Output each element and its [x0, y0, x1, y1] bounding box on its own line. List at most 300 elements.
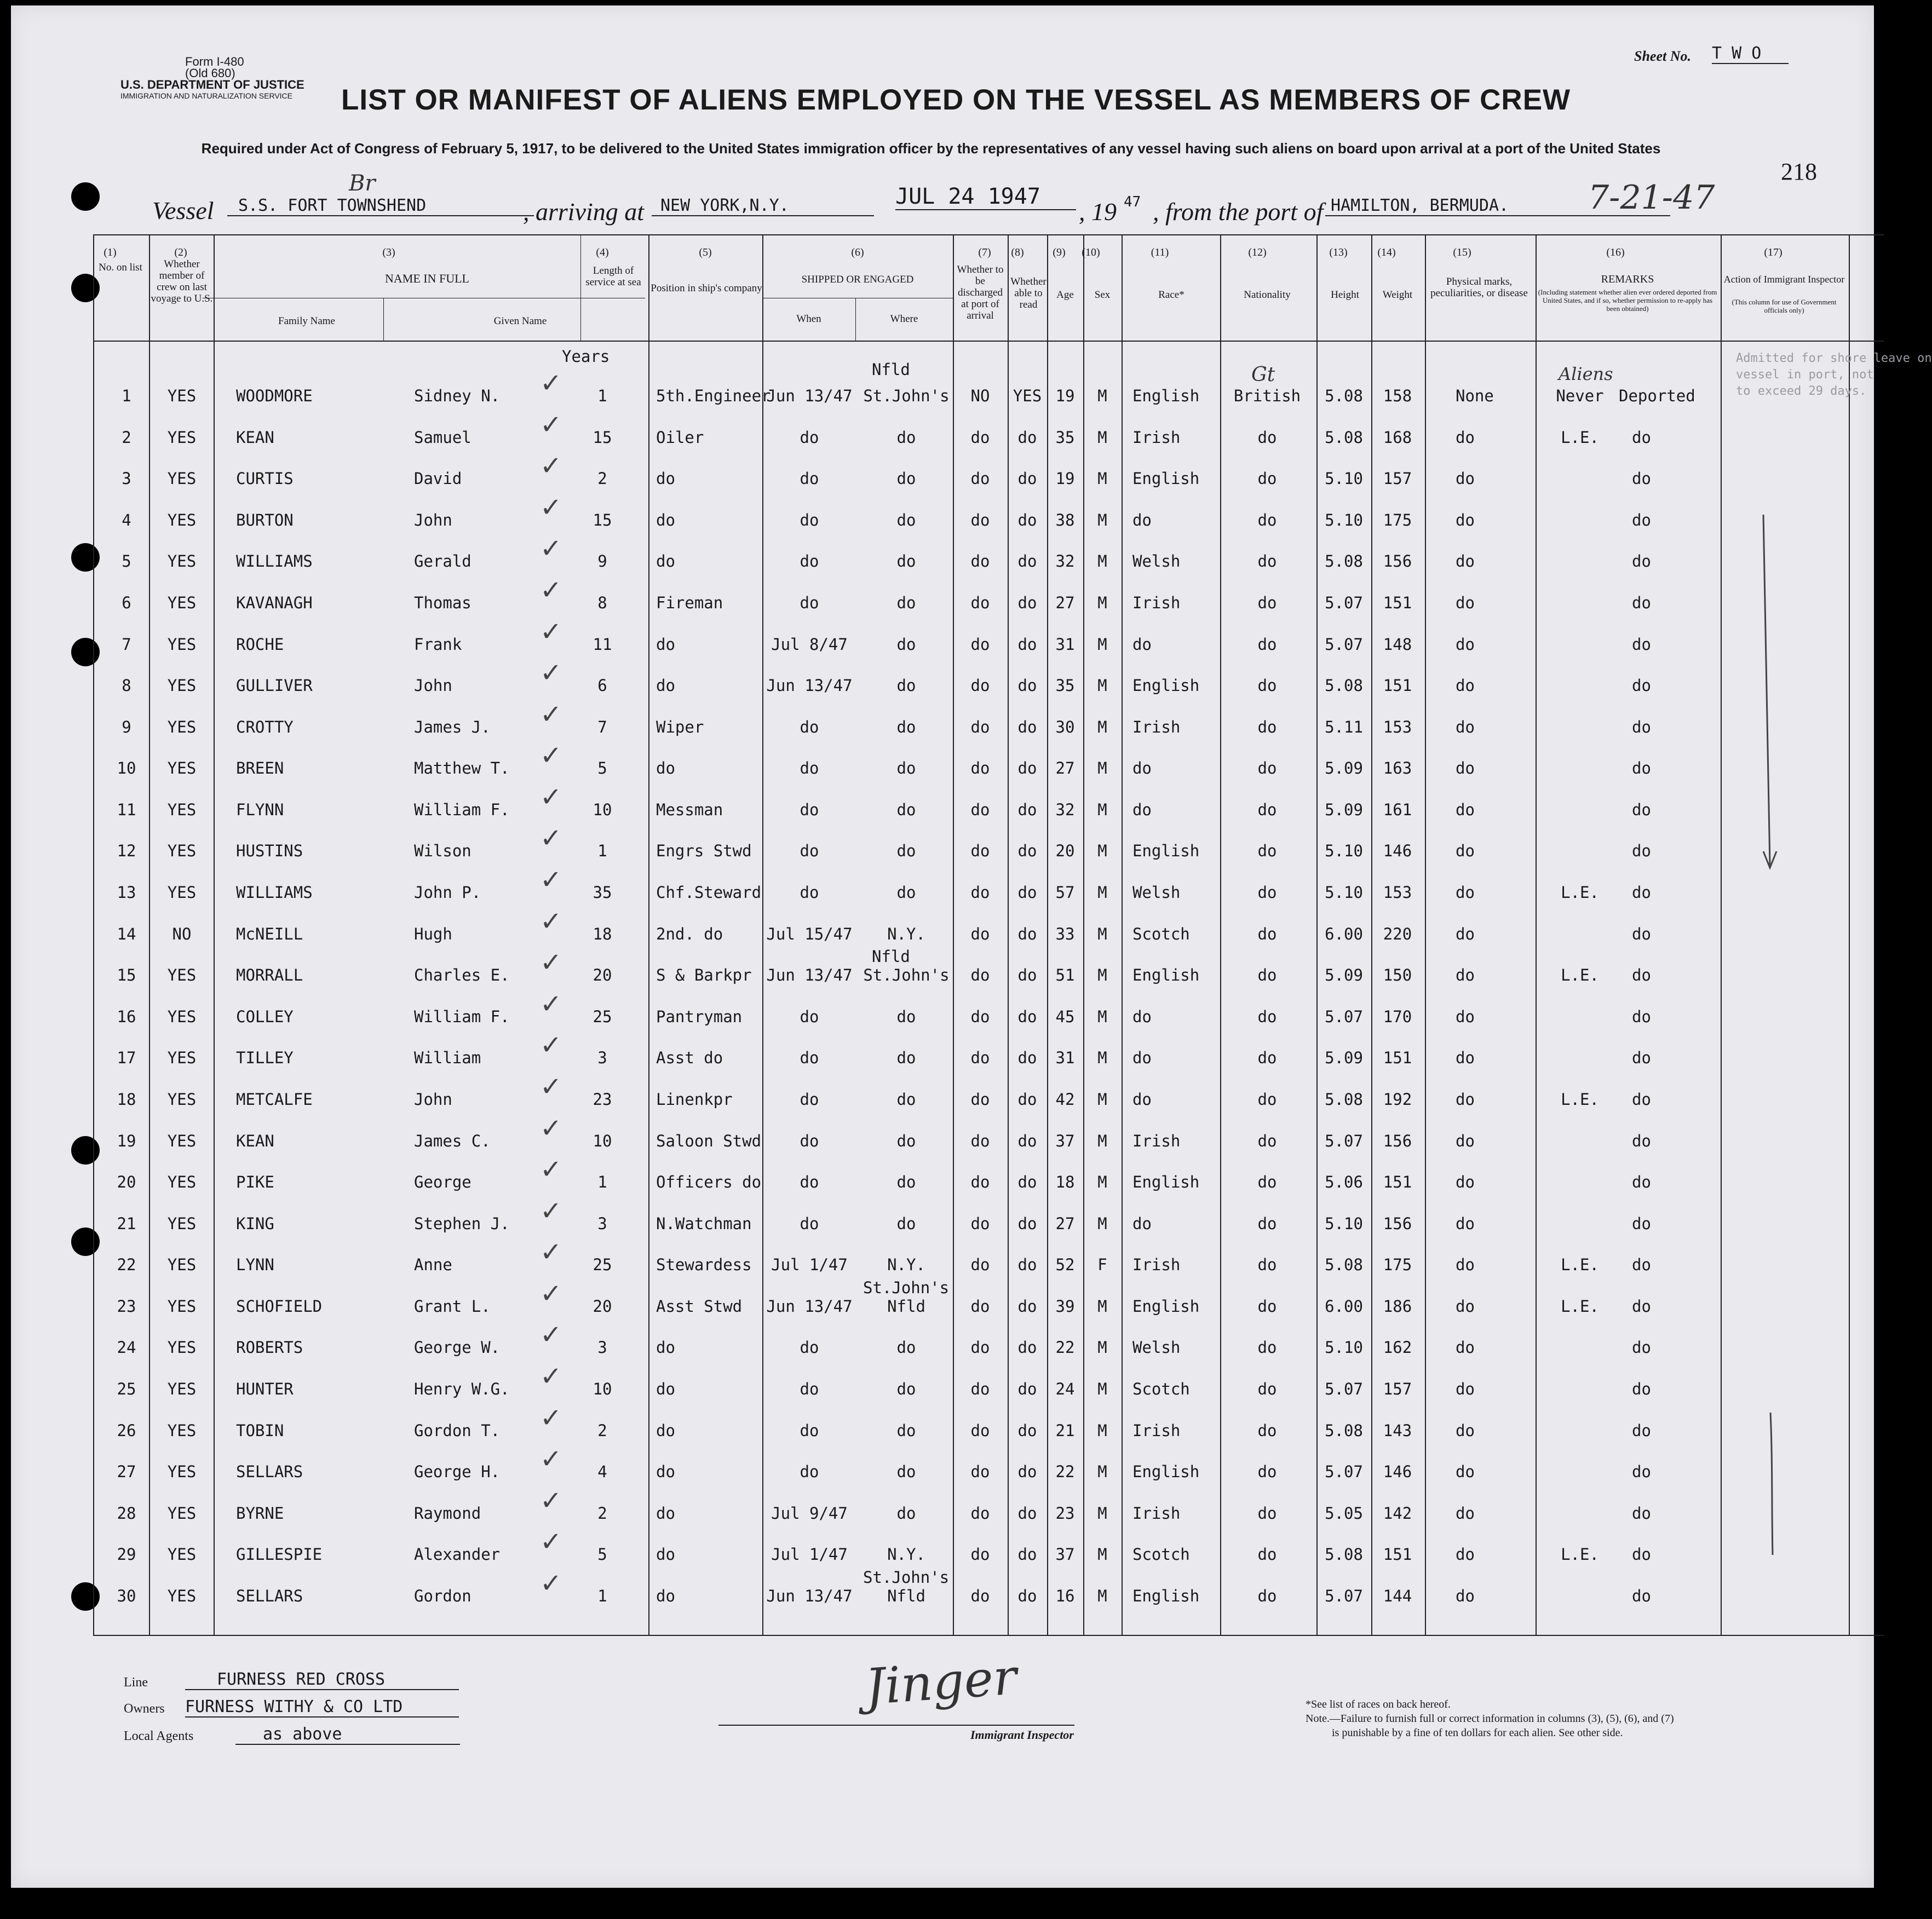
cell-position: N.Watchman: [656, 1214, 752, 1233]
check-mark-icon: ✓: [540, 658, 562, 688]
cell-disch: do: [970, 1007, 990, 1026]
cell-family: HUNTER: [236, 1380, 294, 1398]
cell-family: LYNN: [236, 1255, 274, 1274]
cell-prev: YES: [167, 1297, 197, 1316]
cell-family: WILLIAMS: [236, 552, 313, 570]
cell-sex: M: [1097, 759, 1107, 777]
cell-where: do: [896, 1048, 916, 1067]
cell-action: do: [1632, 1380, 1651, 1398]
cell-marks: do: [1456, 718, 1475, 736]
cell-race: do: [1132, 1007, 1152, 1026]
cell-when: Jul 1/47: [771, 1545, 848, 1564]
cell-height: 5.09: [1325, 966, 1363, 984]
cell-height: 5.08: [1325, 1090, 1363, 1109]
cell-family: SCHOFIELD: [236, 1297, 323, 1316]
cell-given: Gerald: [414, 552, 472, 570]
cell-sex: M: [1097, 1173, 1107, 1191]
cell-race: English: [1132, 1587, 1200, 1605]
cell-read: do: [1017, 635, 1037, 654]
cell-read: do: [1017, 1462, 1037, 1481]
cell-race: English: [1132, 387, 1200, 405]
cell-service: 11: [593, 635, 612, 654]
cell-service: 10: [593, 1132, 612, 1150]
cell-service: 1: [597, 1587, 607, 1605]
years-note: Years: [562, 347, 610, 366]
column-number: (4): [596, 246, 609, 258]
cell-sex: M: [1097, 800, 1107, 819]
cell-prev: YES: [167, 1462, 197, 1481]
cell-race: Welsh: [1132, 552, 1181, 570]
cell-given: George: [414, 1173, 472, 1191]
cell-prev: YES: [167, 1173, 197, 1191]
check-mark-icon: ✓: [540, 1526, 562, 1557]
cell-where: do: [896, 1132, 916, 1150]
cell-nat: do: [1257, 1297, 1277, 1316]
service: IMMIGRATION AND NATURALIZATION SERVICE: [120, 91, 292, 100]
cell-sex: M: [1097, 1587, 1107, 1605]
table-column-rule: [1122, 234, 1123, 1635]
cell-family: MORRALL: [236, 966, 303, 984]
column-number: (1): [104, 246, 117, 258]
table-column-rule: [648, 234, 649, 1635]
cell-where: do: [896, 428, 916, 447]
cell-height: 5.09: [1325, 1048, 1363, 1067]
cell-where: do: [896, 718, 916, 736]
cell-action: do: [1632, 552, 1651, 570]
cell-where: St.John's: [863, 387, 950, 405]
col-header-no: No. on list: [99, 262, 142, 273]
cell-position: do: [656, 511, 675, 529]
col-header-sex: Sex: [1094, 289, 1111, 301]
cell-service: 5: [597, 1545, 607, 1564]
form-old-number: (Old 680): [185, 66, 235, 80]
cell-nat: do: [1257, 1380, 1277, 1398]
cell-service: 20: [593, 966, 612, 984]
cell-when: do: [800, 1462, 819, 1481]
cell-weight: 157: [1383, 1380, 1412, 1398]
check-mark-icon: ✓: [540, 1237, 562, 1267]
cell-action: do: [1632, 800, 1651, 819]
cell-when: Jun 13/47: [766, 1587, 853, 1605]
cell-where: do: [896, 552, 916, 570]
cell-family: KING: [236, 1214, 274, 1233]
check-mark-icon: ✓: [540, 451, 562, 481]
cell-position: Oiler: [656, 428, 704, 447]
cell-age: 22: [1055, 1462, 1075, 1481]
cell-action: do: [1632, 1462, 1651, 1481]
table-top-rule: [93, 234, 1884, 235]
cell-where: St.John's: [863, 966, 950, 984]
vessel-name: S.S. FORT TOWNSHEND: [227, 196, 534, 216]
cell-age: 20: [1055, 842, 1075, 860]
cell-position: do: [656, 1380, 675, 1398]
form-number: Form I-480: [185, 55, 244, 68]
check-mark-icon: ✓: [540, 1403, 562, 1433]
cell-given: Frank: [414, 635, 462, 654]
cell-service: 3: [597, 1338, 607, 1357]
cell-remarks: L.E.: [1561, 966, 1599, 984]
table-column-rule: [149, 234, 150, 1635]
cell-when: Jun 13/47: [766, 676, 853, 695]
cell-service: 7: [597, 718, 607, 736]
cell-age: 16: [1055, 1587, 1075, 1605]
cell-where: N.Y.: [887, 1545, 925, 1564]
cell-where: do: [896, 1504, 916, 1523]
cell-when: do: [800, 800, 819, 819]
cell-sex: M: [1097, 1297, 1107, 1316]
cell-remarks: L.E.: [1561, 428, 1599, 447]
cell-no: 23: [117, 1297, 136, 1316]
cell-where: do: [896, 1462, 916, 1481]
arriving-label: , arriving at: [523, 198, 645, 226]
cell-read: do: [1017, 1048, 1037, 1067]
cell-action: do: [1632, 1214, 1651, 1233]
cell-remarks: L.E.: [1561, 1297, 1599, 1316]
cell-age: 42: [1055, 1090, 1075, 1109]
cell-marks: do: [1456, 966, 1475, 984]
col-header-nationality: Nationality: [1244, 289, 1291, 301]
cell-disch: do: [970, 1090, 990, 1109]
cell-height: 5.10: [1325, 469, 1363, 488]
from-port: HAMILTON, BERMUDA.: [1325, 196, 1670, 216]
cell-prev: YES: [167, 469, 197, 488]
column-number: (14): [1377, 246, 1396, 258]
cell-race: Irish: [1132, 428, 1181, 447]
cell-race: do: [1132, 759, 1152, 777]
cell-disch: do: [970, 1173, 990, 1191]
cell-age: 51: [1055, 966, 1075, 984]
cell-disch: do: [970, 1297, 990, 1316]
col-header-discharged: Whether to be discharged at port of arrival: [957, 264, 1004, 321]
col-header-position: Position in ship's company: [651, 283, 762, 294]
cell-prev: YES: [167, 593, 197, 612]
cell-read: YES: [1013, 387, 1042, 405]
margin-note: vessel in port, not: [1736, 368, 1874, 382]
column-number: (3): [382, 246, 395, 258]
cell-action: do: [1632, 1421, 1651, 1440]
cell-position: do: [656, 1462, 675, 1481]
cell-service: 2: [597, 1421, 607, 1440]
cell-position: Chf.Steward: [656, 883, 762, 902]
column-number: (10): [1082, 246, 1100, 258]
cell-disch: do: [970, 842, 990, 860]
cell-age: 35: [1055, 428, 1075, 447]
check-mark-icon: ✓: [540, 492, 562, 523]
cell-sex: F: [1097, 1255, 1107, 1274]
cell-family: ROCHE: [236, 635, 284, 654]
cell-action: do: [1632, 1173, 1651, 1191]
cell-marks: None: [1456, 387, 1494, 405]
cell-weight: 175: [1383, 1255, 1412, 1274]
cell-no: 30: [117, 1587, 136, 1605]
cell-race: Irish: [1132, 1504, 1181, 1523]
cell-prev: YES: [167, 1007, 197, 1026]
cell-disch: do: [970, 1380, 990, 1398]
cell-service: 25: [593, 1007, 612, 1026]
cell-family: PIKE: [236, 1173, 274, 1191]
cell-age: 22: [1055, 1338, 1075, 1357]
cell-height: 5.08: [1325, 676, 1363, 695]
cell-no: 8: [122, 676, 131, 695]
cell-service: 15: [593, 511, 612, 529]
where-continuation-note: St.John's: [863, 1568, 950, 1587]
cell-height: 5.10: [1325, 1214, 1363, 1233]
check-mark-icon: ✓: [540, 906, 562, 937]
cell-no: 7: [122, 635, 131, 654]
cell-sex: M: [1097, 1504, 1107, 1523]
cell-read: do: [1017, 1214, 1037, 1233]
cell-nat: do: [1257, 469, 1277, 488]
cell-race: do: [1132, 635, 1152, 654]
cell-when: do: [800, 1048, 819, 1067]
cell-where: do: [896, 676, 916, 695]
cell-marks: do: [1456, 511, 1475, 529]
cell-sex: M: [1097, 1338, 1107, 1357]
cell-prev: YES: [167, 842, 197, 860]
cell-read: do: [1017, 1504, 1037, 1523]
cell-when: do: [800, 1090, 819, 1109]
cell-action: do: [1632, 1048, 1651, 1067]
col-header-physical: Physical marks, peculiarities, or disease: [1430, 276, 1528, 299]
col-header-family-name: Family Name: [278, 315, 335, 327]
column-number: (2): [174, 246, 187, 258]
cell-disch: do: [970, 1255, 990, 1274]
cell-weight: 150: [1383, 966, 1412, 984]
cell-disch: do: [970, 552, 990, 570]
cell-weight: 161: [1383, 800, 1412, 819]
cell-disch: do: [970, 593, 990, 612]
cell-when: Jul 1/47: [771, 1255, 848, 1274]
binder-hole: [71, 1228, 100, 1256]
cell-nat: do: [1257, 800, 1277, 819]
cell-race: Scotch: [1132, 925, 1190, 943]
cell-marks: do: [1456, 925, 1475, 943]
action-arrow-mark: [1752, 509, 1785, 892]
cell-no: 26: [117, 1421, 136, 1440]
cell-sex: M: [1097, 925, 1107, 943]
cell-prev: YES: [167, 428, 197, 447]
cell-prev: YES: [167, 966, 197, 984]
cell-given: Wilson: [414, 842, 472, 860]
cell-where: do: [896, 1007, 916, 1026]
cell-given: George W.: [414, 1338, 501, 1357]
cell-marks: do: [1456, 1338, 1475, 1357]
cell-family: WOODMORE: [236, 387, 313, 405]
cell-action: do: [1632, 1545, 1651, 1564]
cell-remarks: L.E.: [1561, 1090, 1599, 1109]
cell-sex: M: [1097, 387, 1107, 405]
cell-disch: do: [970, 428, 990, 447]
cell-prev: YES: [167, 1380, 197, 1398]
cell-service: 23: [593, 1090, 612, 1109]
column-number: (5): [699, 246, 712, 258]
cell-prev: YES: [167, 387, 197, 405]
sheet-number-label: Sheet No.: [1634, 48, 1691, 64]
cell-read: do: [1017, 1297, 1037, 1316]
column-number: (7): [978, 246, 991, 258]
cell-age: 19: [1055, 469, 1075, 488]
table-column-rule: [93, 234, 94, 1635]
cell-service: 6: [597, 676, 607, 695]
cell-service: 25: [593, 1255, 612, 1274]
cell-read: do: [1017, 718, 1037, 736]
cell-service: 1: [597, 842, 607, 860]
cell-read: do: [1017, 1380, 1037, 1398]
cell-marks: do: [1456, 635, 1475, 654]
cell-prev: YES: [167, 552, 197, 570]
cell-race: English: [1132, 1297, 1200, 1316]
line-value: FURNESS RED CROSS: [185, 1670, 459, 1690]
arrival-stamp-date: JUL 24 1947: [895, 184, 1076, 210]
cell-position: Asst do: [656, 1048, 723, 1067]
cell-family: TOBIN: [236, 1421, 284, 1440]
cell-action: do: [1632, 593, 1651, 612]
check-mark-icon: ✓: [540, 823, 562, 854]
cell-position: 2nd. do: [656, 925, 723, 943]
cell-service: 2: [597, 469, 607, 488]
cell-age: 52: [1055, 1255, 1075, 1274]
check-mark-icon: ✓: [540, 865, 562, 895]
cell-given: John P.: [414, 883, 481, 902]
check-mark-icon: ✓: [540, 1278, 562, 1309]
cell-disch: do: [970, 511, 990, 529]
cell-read: do: [1017, 1338, 1037, 1357]
cell-height: 5.07: [1325, 635, 1363, 654]
cell-service: 10: [593, 800, 612, 819]
cell-age: 18: [1055, 1173, 1075, 1191]
cell-family: HUSTINS: [236, 842, 303, 860]
cell-no: 6: [122, 593, 131, 612]
cell-no: 27: [117, 1462, 136, 1481]
table-column-rule: [1425, 234, 1426, 1635]
cell-service: 2: [597, 1504, 607, 1523]
cell-disch: do: [970, 718, 990, 736]
owners-label: Owners: [124, 1702, 165, 1716]
page-subtitle: Required under Act of Congress of February 5, 1917, to be delivered to the United States immigration officer by the representatives of any vessel having such aliens on board upon arrival at a port of the United States: [201, 140, 1661, 157]
cell-race: do: [1132, 1090, 1152, 1109]
binder-hole: [71, 1582, 100, 1611]
cell-sex: M: [1097, 966, 1107, 984]
cell-position: Stewardess: [656, 1255, 752, 1274]
check-mark-icon: ✓: [540, 410, 562, 440]
cell-height: 5.10: [1325, 842, 1363, 860]
cell-position: Fireman: [656, 593, 723, 612]
cell-nat: do: [1257, 1132, 1277, 1150]
cell-height: 6.00: [1325, 1297, 1363, 1316]
cell-family: CURTIS: [236, 469, 294, 488]
cell-sex: M: [1097, 1421, 1107, 1440]
agents-label: Local Agents: [124, 1729, 194, 1743]
cell-marks: do: [1456, 593, 1475, 612]
cell-weight: 220: [1383, 925, 1412, 943]
check-mark-icon: ✓: [540, 1071, 562, 1102]
cell-nat: do: [1257, 925, 1277, 943]
cell-age: 27: [1055, 1214, 1075, 1233]
cell-marks: do: [1456, 1380, 1475, 1398]
cell-given: John: [414, 1090, 452, 1109]
vessel-label: Vessel: [152, 197, 214, 224]
cell-disch: do: [970, 1587, 990, 1605]
cell-nat: do: [1257, 1587, 1277, 1605]
cell-where: do: [896, 1214, 916, 1233]
cell-service: 9: [597, 552, 607, 570]
cell-service: 5: [597, 759, 607, 777]
sheet-number: T W O: [1712, 44, 1789, 64]
cell-sex: M: [1097, 635, 1107, 654]
cell-age: 32: [1055, 800, 1075, 819]
cell-no: 19: [117, 1132, 136, 1150]
cell-disch: do: [970, 1048, 990, 1067]
cell-nat: do: [1257, 883, 1277, 902]
cell-when: do: [800, 842, 819, 860]
cell-weight: 151: [1383, 593, 1412, 612]
cell-height: 5.07: [1325, 593, 1363, 612]
vessel-hand-initials: Br: [349, 171, 376, 196]
cell-height: 5.08: [1325, 552, 1363, 570]
cell-no: 24: [117, 1338, 136, 1357]
cell-weight: 192: [1383, 1090, 1412, 1109]
cell-height: 5.07: [1325, 1380, 1363, 1398]
cell-disch: do: [970, 1132, 990, 1150]
cell-nat: do: [1257, 1338, 1277, 1357]
cell-nat: do: [1257, 1173, 1277, 1191]
cell-marks: do: [1456, 676, 1475, 695]
cell-height: 5.08: [1325, 1545, 1363, 1564]
cell-sex: M: [1097, 469, 1107, 488]
cell-age: 37: [1055, 1545, 1075, 1564]
cell-marks: do: [1456, 1048, 1475, 1067]
cell-prev: YES: [167, 1338, 197, 1357]
cell-read: do: [1017, 428, 1037, 447]
cell-age: 23: [1055, 1504, 1075, 1523]
check-mark-icon: ✓: [540, 1030, 562, 1061]
column-number: (6): [851, 246, 864, 258]
cell-marks: do: [1456, 428, 1475, 447]
cell-given: Alexander: [414, 1545, 501, 1564]
cell-action: do: [1632, 1504, 1651, 1523]
cell-race: English: [1132, 469, 1200, 488]
cell-remarks: L.E.: [1561, 1545, 1599, 1564]
year-value: 47: [1124, 194, 1141, 210]
cell-height: 5.09: [1325, 800, 1363, 819]
cell-no: 29: [117, 1545, 136, 1564]
cell-sex: M: [1097, 1048, 1107, 1067]
cell-disch: do: [970, 469, 990, 488]
cell-no: 5: [122, 552, 131, 570]
col-header-given-name: Given Name: [493, 315, 547, 327]
cell-read: do: [1017, 925, 1037, 943]
cell-nat: do: [1257, 1090, 1277, 1109]
cell-age: 31: [1055, 635, 1075, 654]
cell-when: do: [800, 1421, 819, 1440]
check-mark-icon: ✓: [540, 533, 562, 564]
cell-where: do: [896, 800, 916, 819]
cell-where: Nfld: [887, 1587, 925, 1605]
cell-action: do: [1632, 842, 1651, 860]
cell-when: Jun 13/47: [766, 1297, 853, 1316]
cell-given: David: [414, 469, 462, 488]
cell-read: do: [1017, 800, 1037, 819]
col-header-age: Age: [1056, 289, 1074, 301]
signature-rule: [718, 1725, 1074, 1726]
cell-given: Stephen J.: [414, 1214, 510, 1233]
cell-nat: do: [1257, 1421, 1277, 1440]
cell-disch: NO: [970, 387, 990, 405]
cell-height: 5.07: [1325, 1007, 1363, 1026]
cell-race: English: [1132, 842, 1200, 860]
cell-no: 14: [117, 925, 136, 943]
cell-position: Messman: [656, 800, 723, 819]
